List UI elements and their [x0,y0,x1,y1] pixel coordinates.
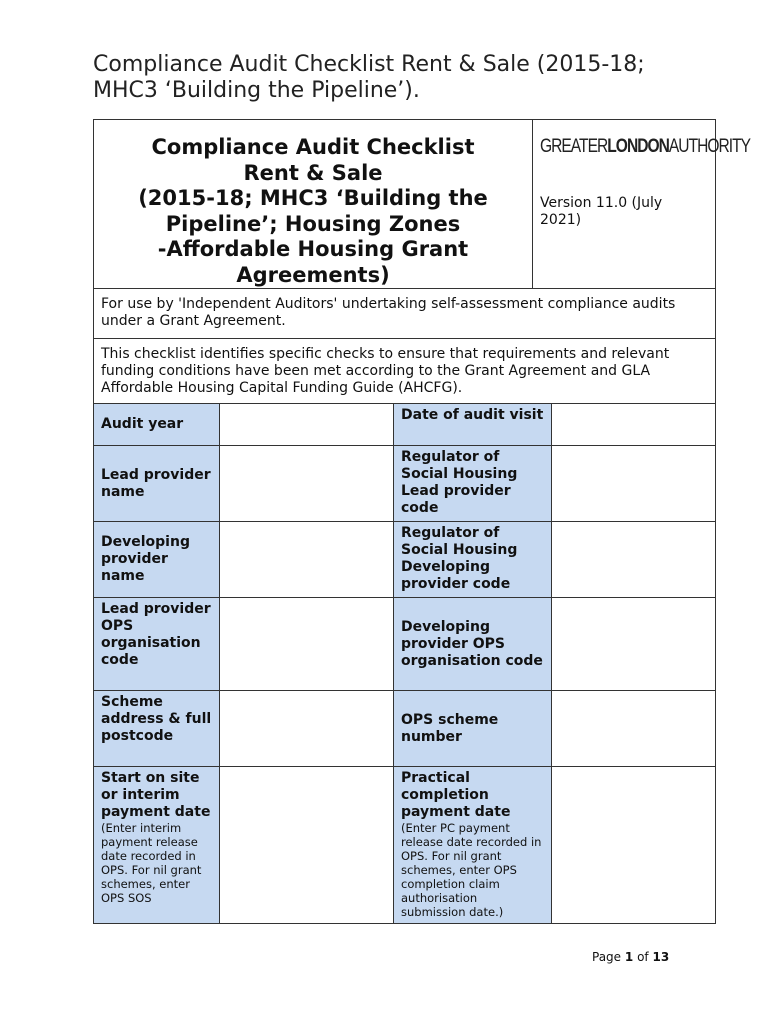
document-heading: Compliance Audit Checklist Rent & Sale (2015-18; MHC3 ‘Building the Pipeline’). [93,52,645,103]
title-cell [94,120,533,289]
field-label-developing-provider-ops-code: Developing provider OPS organisation code [394,598,552,691]
field-label-developing-provider-name: Developing provider name [94,522,220,598]
field-note-start-on-site: (Enter interim payment release date recorded in OPS. For nil grant schemes, enter OPS SOS [101,821,202,905]
field-input-audit-year[interactable] [220,404,394,446]
intro-use-note: For use by 'Independent Auditors' undertaking self-assessment compliance audits under a Grant Agreement. [94,289,716,339]
intro-checklist-note: This checklist identifies specific checks to ensure that requirements and relevant funding conditions have been met according to the Grant Agreement and GLA Affordable Housing Capital Funding Guide (AHCFG). [94,339,716,406]
field-note-practical-completion: (Enter PC payment release date recorded in OPS. For nil grant schemes, enter OPS completion claim authorisation submission date.) [401,821,542,919]
field-label-lead-provider-ops-code: Lead provider OPS organisation code [94,598,220,691]
field-input-developing-provider-ops-code[interactable] [552,598,716,691]
field-input-ops-scheme-number[interactable] [552,691,716,767]
field-label-start-on-site-date: Start on site or interim payment date (Enter interim payment release date recorded in OPS. For nil grant schemes, enter OPS SOS [94,767,220,924]
field-input-practical-completion-date[interactable] [552,767,716,924]
checklist-title: Compliance Audit Checklist Rent & Sale (2015-18; MHC3 ‘Building the Pipeline’; Housing Zones -Affordable Housing Grant Agreements) [138,135,488,287]
field-label-date-of-audit-visit: Date of audit visit [394,404,552,446]
field-input-rsh-developing-provider-code[interactable] [552,522,716,598]
logo-version-cell [533,120,751,289]
field-input-rsh-lead-provider-code[interactable] [552,446,716,522]
field-label-rsh-lead-provider-code: Regulator of Social Housing Lead provider code [394,446,552,522]
field-input-lead-provider-name[interactable] [220,446,394,522]
field-label-rsh-developing-provider-code: Regulator of Social Housing Developing provider code [394,522,552,598]
field-label-audit-year: Audit year [94,404,220,446]
audit-details-form [93,403,716,924]
field-input-start-on-site-date[interactable] [220,767,394,924]
field-label-practical-completion-date: Practical completion payment date (Enter PC payment release date recorded in OPS. For nil grant schemes, enter OPS completion claim authorisation submission date.) [394,767,552,924]
field-label-lead-provider-name: Lead provider name [94,446,220,522]
field-input-scheme-address[interactable] [220,691,394,767]
field-label-ops-scheme-number: OPS scheme number [394,691,552,767]
field-input-date-of-audit-visit[interactable] [552,404,716,446]
version-label: Version 11.0 (July 2021) [540,195,663,228]
page-number-footer: Page 1 of 13 [592,950,670,964]
field-input-lead-provider-ops-code[interactable] [220,598,394,691]
header-table [93,119,751,406]
gla-logo: GREATERLONDONAUTHORITY [540,136,751,157]
field-label-scheme-address: Scheme address & full postcode [94,691,220,767]
field-input-developing-provider-name[interactable] [220,522,394,598]
